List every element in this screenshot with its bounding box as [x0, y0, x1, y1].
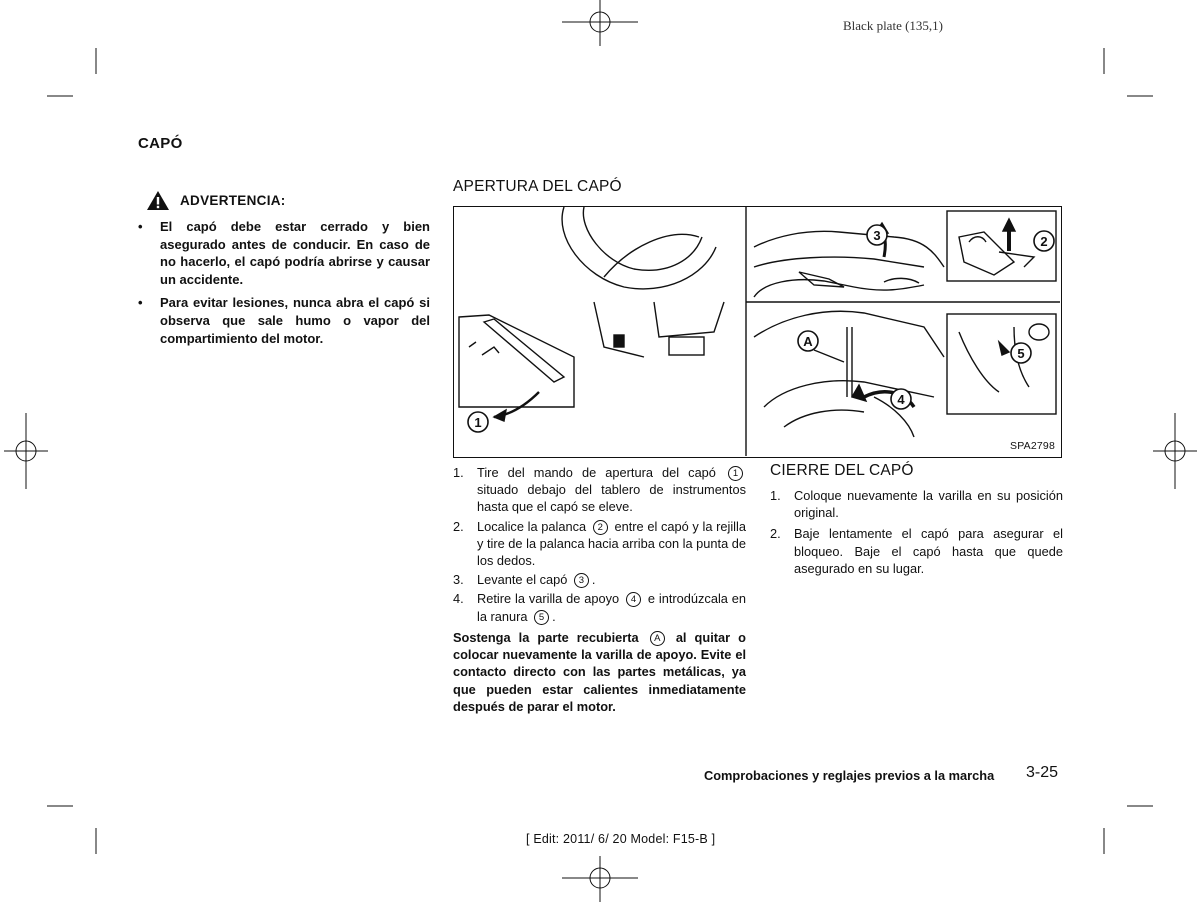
step-text: .	[552, 608, 556, 624]
step-marker: 4	[626, 592, 641, 607]
apertura-step	[453, 518, 746, 570]
plate-label: Black plate (135,1)	[843, 18, 943, 33]
cierre-step	[770, 487, 1063, 521]
registration-mark-bottom	[562, 856, 638, 902]
step-number: 3.	[453, 572, 464, 588]
step-text: Tire del mando de apertura del capó	[477, 465, 716, 480]
registration-mark-right	[1153, 413, 1197, 489]
step-number: 1.	[770, 488, 781, 503]
callout-4	[891, 389, 911, 409]
callout-4-label: 4	[897, 392, 905, 407]
step-number: 2.	[453, 518, 464, 534]
registration-mark-left	[4, 413, 48, 489]
step-text: e introdúzcala en la ranura	[477, 591, 747, 624]
apertura-step	[453, 464, 746, 516]
apertura-steps	[453, 464, 746, 627]
warning-list	[138, 218, 430, 353]
callout-a	[798, 331, 818, 351]
section-title: CAPÓ	[138, 135, 183, 152]
warning-triangle-icon	[146, 190, 170, 211]
step-marker: 1	[728, 466, 743, 481]
step-text: Baje lentamente el capó para asegurar el bloqueo. Baje el capó hasta que quede asegurado en su lugar.	[794, 526, 1063, 576]
callout-1	[468, 412, 488, 432]
callout-5	[1011, 343, 1031, 363]
edit-info: [ Edit: 2011/ 6/ 20 Model: F15-B ]	[526, 832, 716, 846]
callout-2	[1034, 231, 1054, 251]
warning-header	[146, 190, 286, 211]
step-number: 4.	[453, 591, 464, 607]
callout-1-label: 1	[474, 415, 482, 430]
hood-illustration	[454, 207, 1060, 456]
callout-2-label: 2	[1040, 234, 1048, 249]
note-text: Sostenga la parte recubierta	[453, 630, 639, 645]
apertura-heading: APERTURA DEL CAPÓ	[453, 178, 622, 195]
page-number: 3-25	[1026, 764, 1059, 781]
step-text: Coloque nuevamente la varilla en su posición original.	[794, 488, 1063, 521]
step-text: situado debajo del tablero de instrumentos hasta que el capó se eleve.	[477, 482, 746, 515]
step-marker: 3	[574, 573, 589, 588]
apertura-step	[453, 571, 746, 588]
cierre-step	[770, 525, 1063, 577]
warning-item: • El capó debe estar cerrado y bien asegurado antes de conducir. En caso de no hacerlo, el capó podría abrirse y causar un accidente.	[138, 218, 430, 288]
apertura-step	[453, 590, 746, 624]
step-text: entre el capó y la rejilla y tire de la palanca hacia arriba con la punta de los dedos.	[477, 518, 746, 569]
step-marker: 2	[593, 520, 608, 535]
callout-5-label: 5	[1017, 346, 1025, 361]
footer-section-title: Comprobaciones y reglajes previos a la marcha	[704, 768, 995, 783]
note-text: al quitar o colocar nuevamente la varilla de apoyo. Evite el contacto directo con las partes metálicas, ya que pueden estar calientes inmediatamente después de parar el motor.	[453, 630, 746, 714]
callout-3	[867, 225, 887, 245]
apertura-note	[453, 629, 746, 715]
figure-code: SPA2798	[1010, 440, 1055, 452]
step-text: Retire la varilla de apoyo	[477, 591, 620, 607]
step-number: 2.	[770, 526, 781, 542]
cierre-steps	[770, 487, 1063, 581]
step-text: Localice la palanca	[477, 518, 587, 534]
step-number: 1.	[453, 465, 464, 480]
cierre-heading: CIERRE DEL CAPÓ	[770, 462, 914, 479]
registration-mark-top	[562, 0, 638, 46]
step-text: Levante el capó	[477, 572, 568, 588]
note-marker: A	[650, 631, 665, 646]
warning-title: ADVERTENCIA:	[180, 193, 286, 208]
warning-item: • Para evitar lesiones, nunca abra el capó si observa que sale humo o vapor del compartimiento del motor.	[138, 294, 430, 347]
step-text: .	[591, 572, 596, 588]
callout-a-label: A	[803, 334, 813, 349]
callout-3-label: 3	[873, 228, 881, 243]
hood-opening-figure	[453, 206, 1062, 458]
step-marker: 5	[534, 610, 549, 625]
